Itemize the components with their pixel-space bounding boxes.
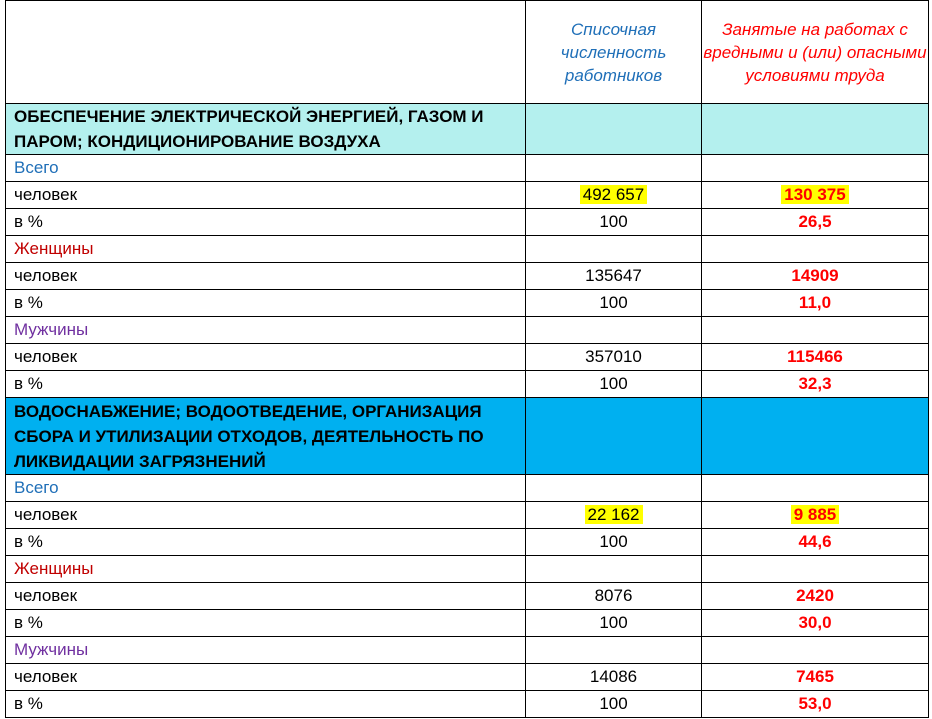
row-label: в % — [6, 691, 526, 718]
headcount-value: 14086 — [526, 664, 702, 691]
headcount-value: 8076 — [526, 583, 702, 610]
table-row — [6, 344, 929, 371]
row-label: в % — [6, 529, 526, 556]
group-row-men — [6, 317, 929, 344]
headcount-percent: 100 — [526, 691, 702, 718]
headcount-value: 135647 — [526, 263, 702, 290]
table-row — [6, 182, 929, 209]
header-hazardous-text: Занятые на работах с вредными и (или) опасными условиями труда — [703, 19, 927, 85]
hazardous-value: 115466 — [702, 344, 929, 371]
headcount-percent: 100 — [526, 290, 702, 317]
table-row — [6, 290, 929, 317]
hazardous-percent: 44,6 — [702, 529, 929, 556]
row-label: человек — [6, 182, 526, 209]
headcount-value: 492 657 — [580, 185, 647, 204]
header-headcount-text: Списочная численность работников — [560, 19, 667, 85]
group-label: Всего — [6, 475, 526, 502]
group-label: Мужчины — [6, 637, 526, 664]
section-title: ОБЕСПЕЧЕНИЕ ЭЛЕКТРИЧЕСКОЙ ЭНЕРГИЕЙ, ГАЗОМ И ПАРОМ; КОНДИЦИОНИРОВАНИЕ ВОЗДУХА — [6, 104, 526, 155]
group-label: Женщины — [6, 236, 526, 263]
row-label: человек — [6, 344, 526, 371]
hazardous-value: 14909 — [702, 263, 929, 290]
hazardous-percent: 26,5 — [702, 209, 929, 236]
headcount-percent: 100 — [526, 209, 702, 236]
table-row — [6, 371, 929, 398]
row-label: в % — [6, 610, 526, 637]
hazardous-percent: 11,0 — [702, 290, 929, 317]
section-title: ВОДОСНАБЖЕНИЕ; ВОДООТВЕДЕНИЕ, ОРГАНИЗАЦИЯ СБОРА И УТИЛИЗАЦИИ ОТХОДОВ, ДЕЯТЕЛЬНОСТЬ ПО ЛИКВИДАЦИИ ЗАГРЯЗНЕНИЙ — [6, 398, 526, 475]
row-label: человек — [6, 583, 526, 610]
headcount-percent: 100 — [526, 610, 702, 637]
hazardous-percent: 32,3 — [702, 371, 929, 398]
row-label: человек — [6, 263, 526, 290]
section-row — [6, 104, 929, 155]
table-row — [6, 610, 929, 637]
section-row — [6, 398, 929, 475]
row-label: в % — [6, 371, 526, 398]
headcount-percent: 100 — [526, 529, 702, 556]
hazardous-value: 7465 — [702, 664, 929, 691]
table-row — [6, 691, 929, 718]
headcount-value: 22 162 — [585, 505, 643, 524]
group-label: Всего — [6, 155, 526, 182]
table-row — [6, 583, 929, 610]
hazardous-value: 130 375 — [781, 185, 848, 204]
group-label: Женщины — [6, 556, 526, 583]
hazardous-percent: 53,0 — [702, 691, 929, 718]
group-row-total — [6, 475, 929, 502]
row-label: в % — [6, 209, 526, 236]
group-row-men — [6, 637, 929, 664]
headcount-percent: 100 — [526, 371, 702, 398]
hazardous-value: 9 885 — [791, 505, 840, 524]
row-label: человек — [6, 502, 526, 529]
table-row — [6, 209, 929, 236]
table-row — [6, 664, 929, 691]
employment-table — [5, 0, 929, 718]
hazardous-value: 2420 — [702, 583, 929, 610]
header-headcount — [526, 1, 702, 104]
header-hazardous — [702, 1, 929, 104]
group-row-women — [6, 556, 929, 583]
table-row — [6, 263, 929, 290]
table-row — [6, 502, 929, 529]
table-row — [6, 529, 929, 556]
header-empty-cell — [6, 1, 526, 104]
headcount-value: 357010 — [526, 344, 702, 371]
group-row-total — [6, 155, 929, 182]
row-label: человек — [6, 664, 526, 691]
hazardous-percent: 30,0 — [702, 610, 929, 637]
group-label: Мужчины — [6, 317, 526, 344]
header-row — [6, 1, 929, 104]
row-label: в % — [6, 290, 526, 317]
group-row-women — [6, 236, 929, 263]
